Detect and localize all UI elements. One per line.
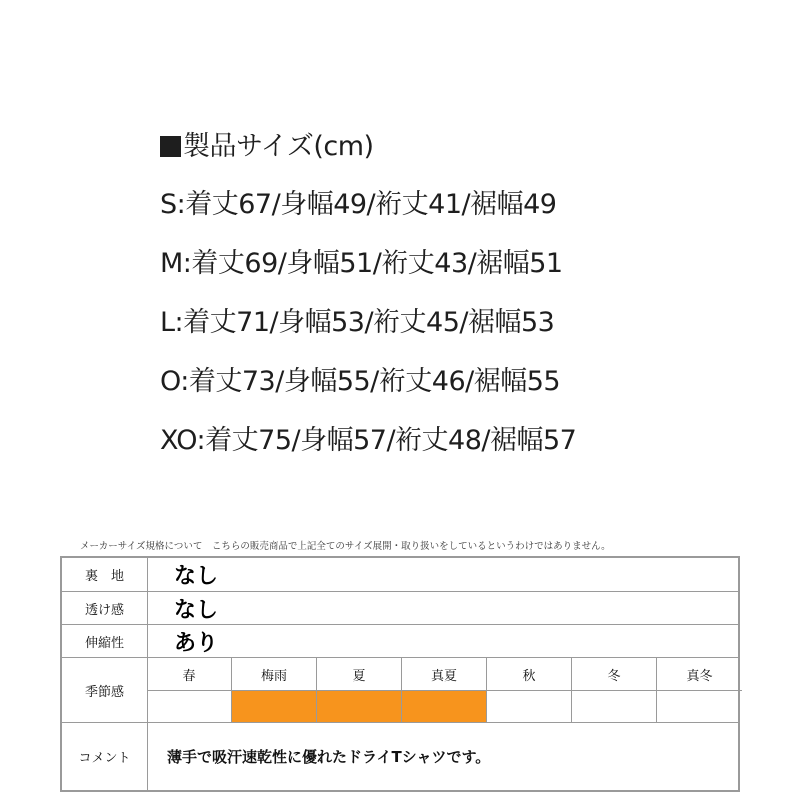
table-row-stretch	[62, 625, 738, 658]
row-label: 季節感	[62, 658, 148, 722]
comment-text: 薄手で吸汗速乾性に優れたドライTシャツです。	[167, 748, 491, 766]
size-heading-text: 製品サイズ(cm)	[183, 131, 374, 162]
season-header: 真冬	[686, 668, 713, 684]
size-notice: メーカーサイズ規格について こちらの販売商品で上記全てのサイズ展開・取り扱いをしているというわけではありません。	[80, 541, 611, 552]
size-heading	[160, 132, 576, 161]
season-indicator	[317, 690, 402, 722]
season-header: 春	[147, 658, 232, 690]
season-indicator	[657, 690, 742, 722]
row-value: あり	[174, 630, 219, 656]
season-indicator	[147, 690, 232, 722]
season-header: 冬	[572, 658, 657, 690]
season-indicator	[232, 690, 317, 722]
season-indicator	[572, 690, 657, 722]
size-line-l: L:着丈71/身幅53/裄丈45/裾幅53	[160, 307, 555, 338]
row-label: 伸縮性	[62, 625, 148, 657]
size-line-s: S:着丈67/身幅49/裄丈41/裾幅49	[160, 189, 557, 220]
season-header: 梅雨	[232, 658, 317, 690]
row-value: なし	[174, 564, 219, 589]
table-row-comment	[62, 723, 738, 790]
season-header: 夏	[317, 658, 402, 690]
table-row-season	[62, 658, 738, 723]
size-line-m: M:着丈69/身幅51/裄丈43/裾幅51	[160, 248, 563, 279]
row-label: コメント	[62, 723, 148, 790]
size-line-o: O:着丈73/身幅55/裄丈46/裾幅55	[160, 366, 561, 397]
table-row-lining	[62, 558, 738, 592]
table-row-sheerness	[62, 592, 738, 625]
product-attributes-table	[60, 556, 740, 792]
square-bullet-icon	[160, 136, 181, 157]
row-label: 透け感	[62, 592, 148, 624]
season-grid	[147, 658, 738, 722]
size-spec-block	[160, 132, 576, 485]
row-label: 裏 地	[62, 558, 148, 591]
season-indicator	[487, 690, 572, 722]
season-indicator	[402, 690, 487, 722]
season-header: 秋	[487, 658, 572, 690]
size-line-xo: XO:着丈75/身幅57/裄丈48/裾幅57	[160, 425, 577, 456]
season-header: 真夏	[402, 658, 487, 690]
row-value: なし	[174, 597, 219, 623]
